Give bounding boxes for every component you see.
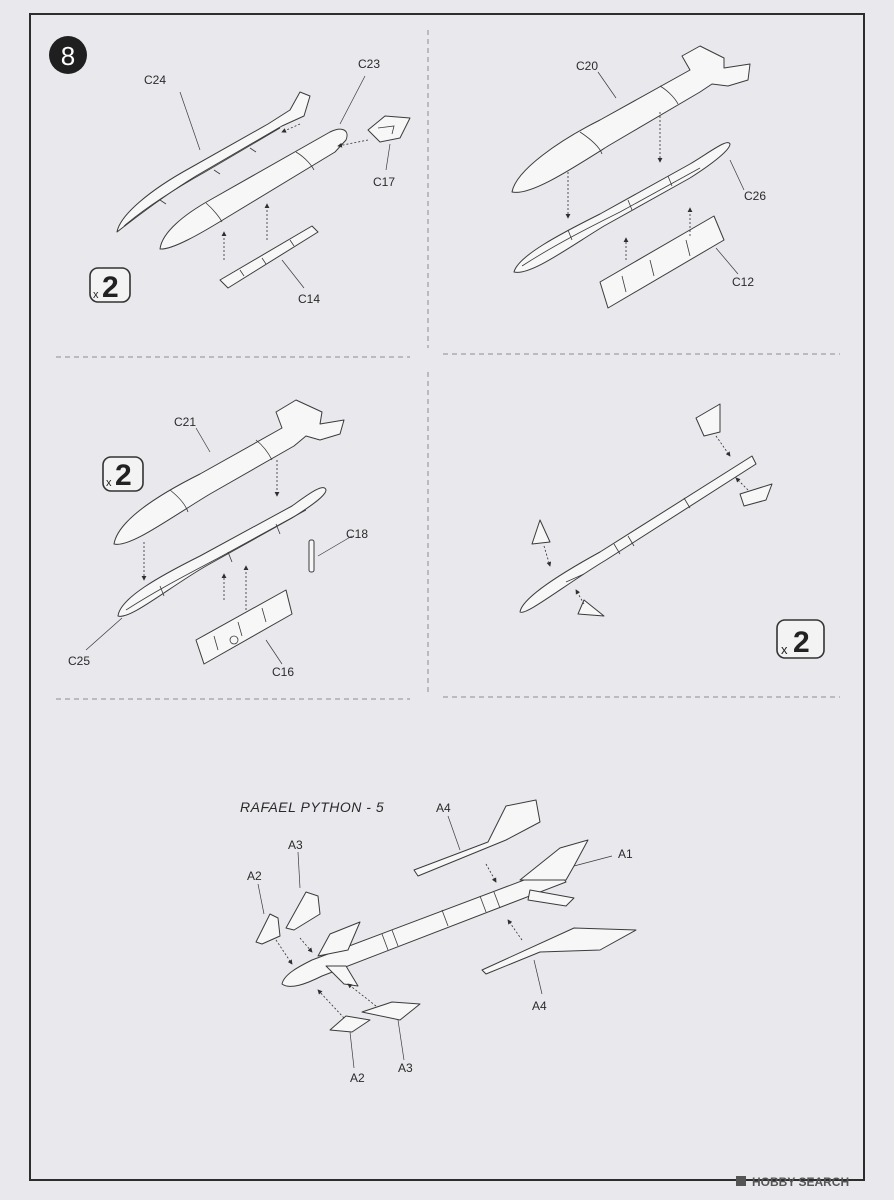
panel-bottom (240, 799, 636, 1085)
quantity-number: 2 (102, 271, 119, 304)
part-c14-strip (220, 226, 318, 288)
part-c17 (368, 116, 410, 142)
label-c24: C24 (144, 73, 167, 87)
label-c12: C12 (732, 275, 755, 289)
label-c21: C21 (174, 415, 197, 429)
label-c18: C18 (346, 527, 369, 541)
part-missile-small (520, 456, 756, 612)
part-a4-upper (414, 800, 540, 876)
panel-mid-right (520, 404, 824, 659)
part-c18-pin (309, 540, 314, 572)
label-a4-upper: A4 (436, 801, 451, 815)
part-c20-body (512, 46, 750, 192)
panel-top-left (90, 57, 410, 306)
label-a3-upper: A3 (288, 838, 303, 852)
label-c16: C16 (272, 665, 295, 679)
quantity-number: 2 (793, 626, 810, 659)
panel-mid-left (68, 400, 368, 679)
label-a2-lower: A2 (350, 1071, 365, 1085)
quantity-number: 2 (115, 459, 132, 492)
watermark (736, 1175, 849, 1189)
part-fin-bottom (578, 600, 604, 616)
diagram-title: RAFAEL PYTHON - 5 (240, 799, 385, 815)
quantity-badge (777, 620, 824, 659)
quantity-x: x (781, 642, 788, 657)
label-c20: C20 (576, 59, 599, 73)
part-fin-upper (696, 404, 720, 436)
label-a3-lower: A3 (398, 1061, 413, 1075)
label-a4-lower: A4 (532, 999, 547, 1013)
part-fin-left (532, 520, 550, 544)
quantity-badge (90, 268, 130, 304)
watermark-text: HOBBY SEARCH (752, 1175, 850, 1189)
part-a3-lower (362, 1002, 420, 1020)
label-c17: C17 (373, 175, 396, 189)
panel-separators (56, 30, 840, 699)
label-c14: C14 (298, 292, 321, 306)
quantity-badge (103, 457, 143, 492)
step-badge (49, 36, 87, 74)
step-number: 8 (60, 41, 76, 71)
part-a2-upper (256, 914, 280, 944)
part-c23-body (160, 129, 347, 249)
part-a3-upper (286, 892, 320, 930)
label-c25: C25 (68, 654, 91, 668)
label-a1: A1 (618, 847, 633, 861)
label-a2-upper: A2 (247, 869, 262, 883)
label-c26: C26 (744, 189, 767, 203)
part-a4-lower (482, 928, 636, 974)
quantity-x: x (106, 477, 112, 489)
panel-top-right (512, 46, 766, 308)
part-a2-lower (330, 1016, 370, 1032)
label-c23: C23 (358, 57, 381, 71)
part-c16-strip (196, 590, 292, 664)
part-c21-body (114, 400, 344, 544)
quantity-x: x (93, 289, 99, 301)
part-c12-strip (600, 216, 724, 308)
